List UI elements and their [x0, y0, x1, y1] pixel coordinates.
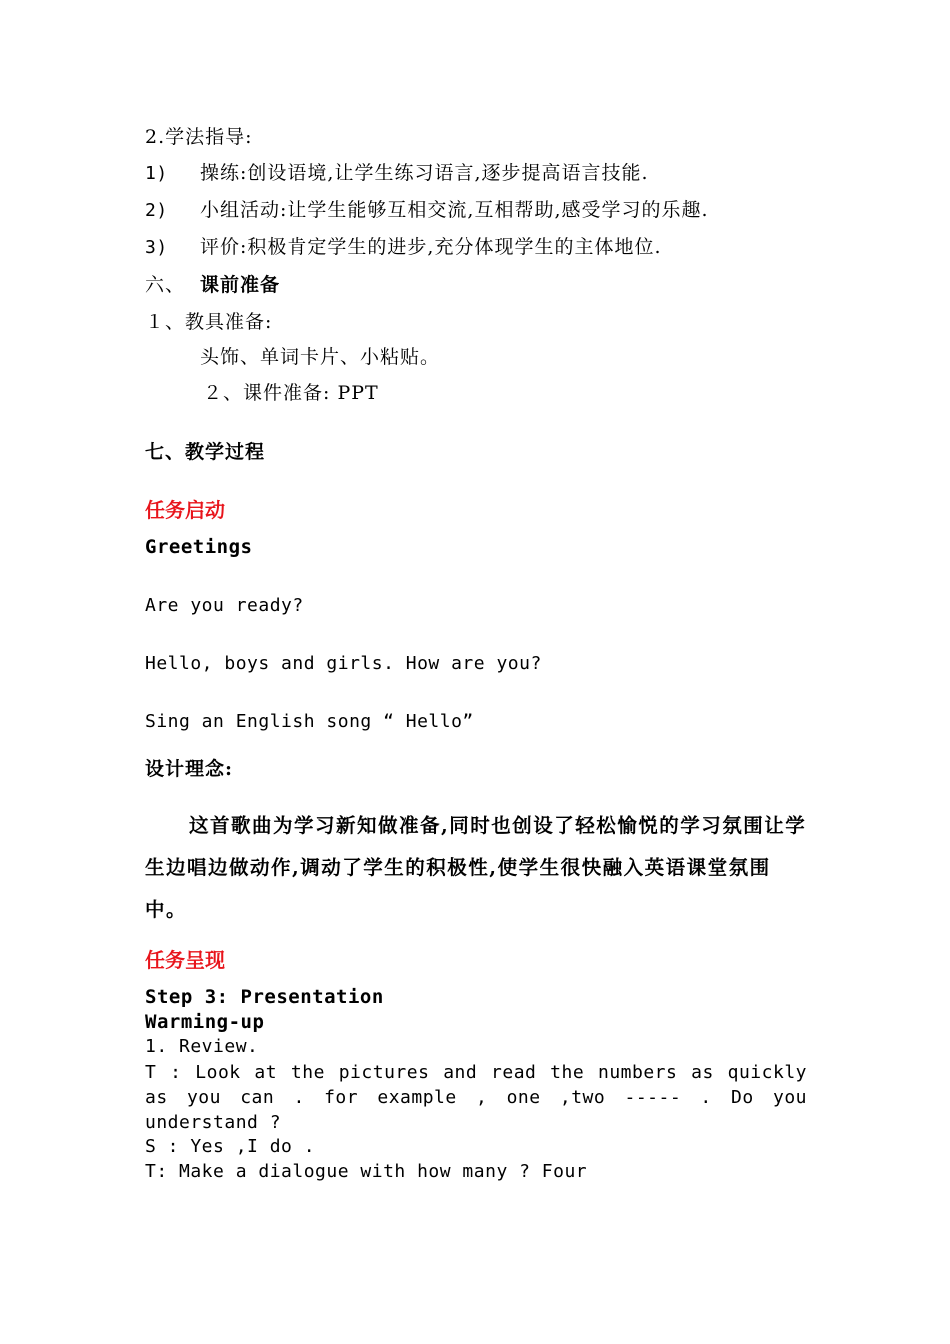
teacher-line: T : Look at the pictures and read the numbers as quickly as you can . for example , one ,two ----- . Do you understand ?	[145, 1062, 807, 1133]
item-number: 1)	[145, 163, 168, 184]
greeting-line-1: Are you ready?	[145, 595, 304, 616]
study-method-item-2	[145, 198, 709, 223]
prep-item-1-detail: 头饰、单词卡片、小粘贴。	[200, 346, 441, 368]
prep-number: 六、	[145, 274, 186, 296]
greeting-line-2: Hello, boys and girls. How are you?	[145, 653, 542, 674]
prep-item-1: １、教具准备:	[145, 311, 273, 333]
step-heading: Step 3: Presentation	[145, 986, 384, 1008]
student-line: S : Yes ,I do .	[145, 1136, 316, 1157]
design-concept-label: 设计理念:	[145, 758, 234, 780]
prep-heading	[145, 273, 280, 297]
study-method-heading: 2.学法指导:	[145, 126, 253, 148]
item-number: 2)	[145, 200, 168, 221]
task-present-label: 任务呈现	[145, 948, 225, 972]
item-text: 评价:积极肯定学生的进步,充分体现学生的主体地位.	[200, 236, 662, 258]
process-heading: 七、教学过程	[145, 441, 266, 463]
task-start-label: 任务启动	[145, 498, 225, 522]
greetings-heading: Greetings	[145, 536, 253, 558]
study-method-item-1	[145, 161, 649, 186]
item-text: 小组活动:让学生能够互相交流,互相帮助,感受学习的乐趣.	[200, 199, 709, 221]
prep-item-2: ２、课件准备: PPT	[203, 382, 379, 404]
prep-title: 课前准备	[200, 274, 281, 296]
warmup-heading: Warming-up	[145, 1011, 265, 1033]
item-text: 操练:创设语境,让学生练习语言,逐步提高语言技能.	[200, 162, 649, 184]
greeting-line-3: Sing an English song “ Hello”	[145, 711, 474, 732]
study-method-item-3	[145, 235, 661, 260]
review-line: 1. Review.	[145, 1036, 259, 1057]
design-concept-text: 这首歌曲为学习新知做准备,同时也创设了轻松愉悦的学习氛围让学生边唱边做动作,调动了学生的积极性,使学生很快融入英语课堂氛围中。	[145, 814, 807, 921]
item-number: 3)	[145, 237, 168, 258]
teacher-line-2: T: Make a dialogue with how many ? Four	[145, 1161, 588, 1182]
